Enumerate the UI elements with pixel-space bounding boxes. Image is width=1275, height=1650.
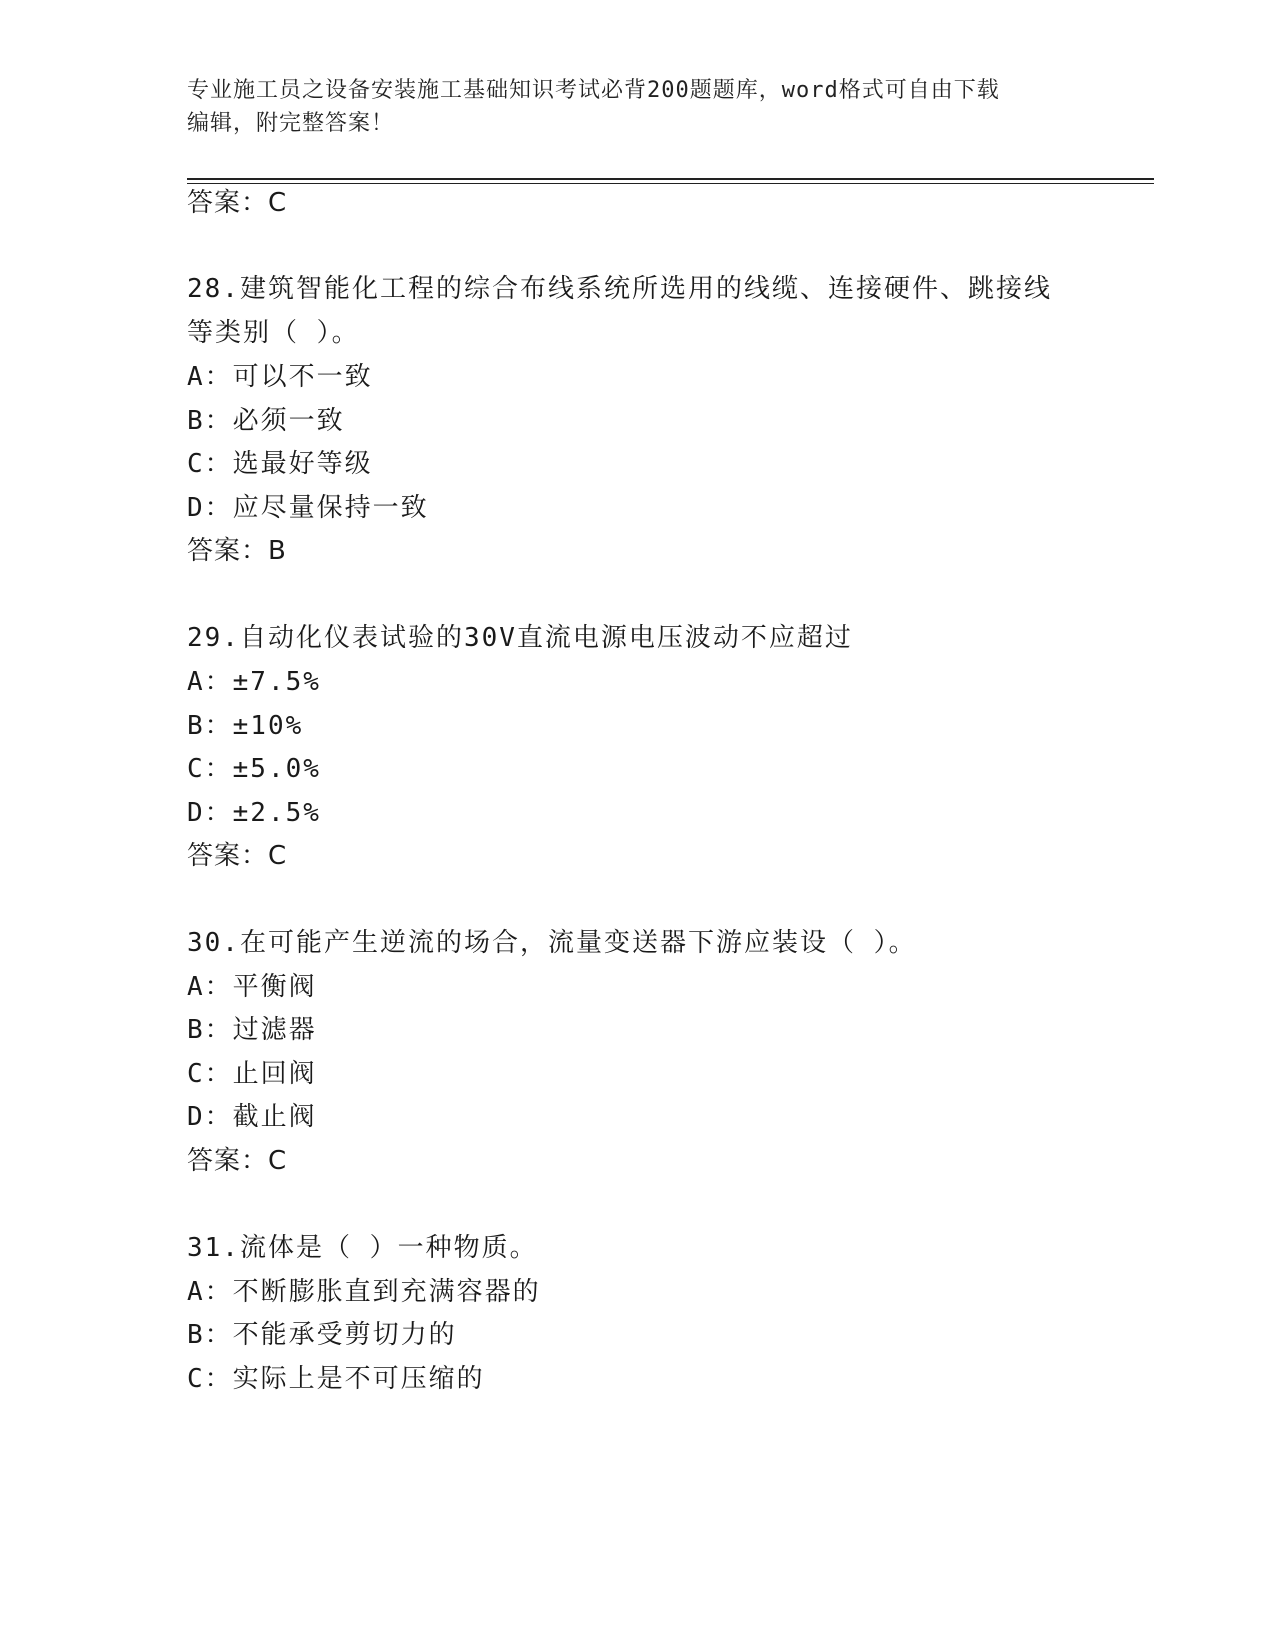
question-31-stem: 31.流体是（ ）一种物质。 [187,1233,538,1263]
answer-29: 答案：C [187,841,288,871]
answer-30: 答案：C [187,1146,288,1176]
question-30-stem: 30.在可能产生逆流的场合，流量变送器下游应装设（ ）。 [187,928,917,958]
question-28-option-d: D：应尽量保持一致 [187,493,429,523]
question-31-option-a: A：不断膨胀直到充满容器的 [187,1277,541,1307]
header-line-1: 专业施工员之设备安装施工基础知识考试必背200题题库，word格式可自由下载 [187,78,1000,103]
question-28-option-a: A：可以不一致 [187,362,373,392]
question-29-option-d: D：±2.5% [187,798,321,828]
question-30-option-a: A：平衡阀 [187,972,317,1002]
answer-27: 答案：C [187,188,288,218]
question-30-option-b: B：过滤器 [187,1015,317,1045]
header-line-2: 编辑，附完整答案！ [187,111,395,136]
question-29-option-b: B：±10% [187,711,304,741]
header-divider-thick [187,178,1154,180]
question-30-option-c: C：止回阀 [187,1059,317,1089]
question-29-stem: 29.自动化仪表试验的30V直流电源电压波动不应超过 [187,623,853,653]
question-28-stem-line-1: 28.建筑智能化工程的综合布线系统所选用的线缆、连接硬件、跳接线 [187,274,1052,304]
question-28-stem-line-2: 等类别（ ）。 [187,318,360,348]
answer-28: 答案：B [187,536,287,566]
header-divider-thin [187,183,1154,184]
document-header [187,74,1067,140]
question-28-option-c: C：选最好等级 [187,449,373,479]
question-29-option-c: C：±5.0% [187,754,321,784]
question-31-option-c: C：实际上是不可压缩的 [187,1364,485,1394]
question-28-option-b: B：必须一致 [187,406,345,436]
question-30-option-d: D：截止阀 [187,1102,317,1132]
question-31-option-b: B：不能承受剪切力的 [187,1320,457,1350]
question-29-option-a: A：±7.5% [187,667,321,697]
